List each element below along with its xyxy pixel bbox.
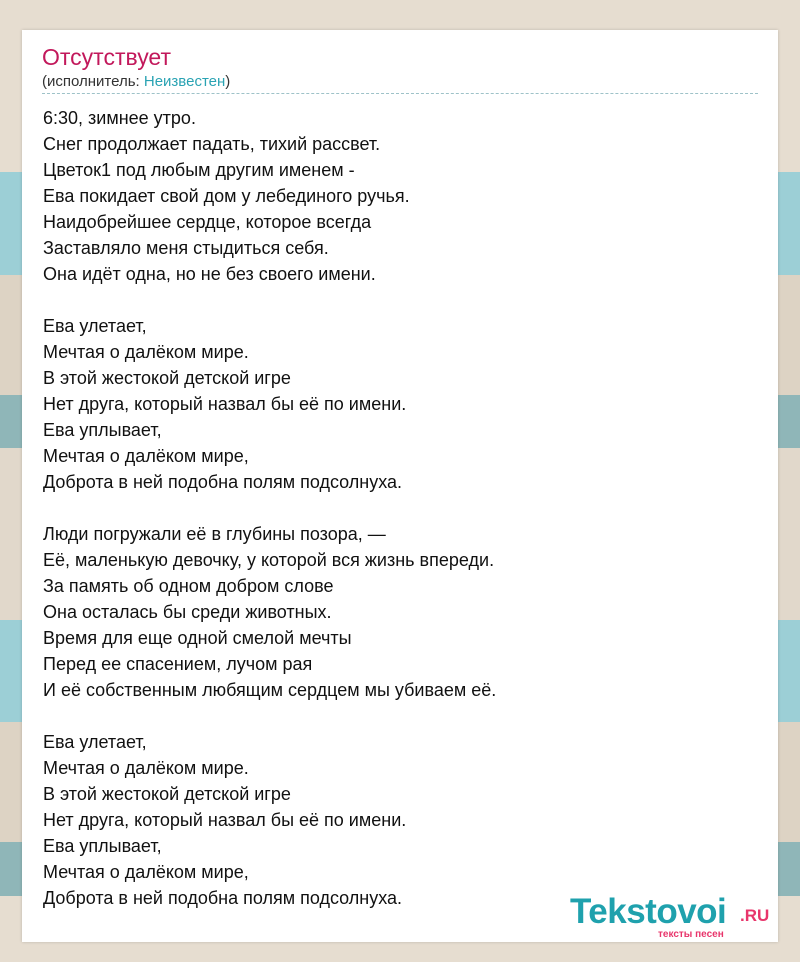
performer-suffix: ) — [225, 73, 231, 90]
lyrics-line: Доброта в ней подобна полям подсолнуха. — [43, 888, 403, 908]
site-logo[interactable] — [570, 892, 770, 938]
lyrics-line: Доброта в ней подобна полям подсолнуха. — [43, 472, 403, 492]
lyrics-line: Нет друга, который назвал бы её по имени. — [43, 394, 407, 414]
logo-name: Tekstovoi — [570, 892, 727, 931]
lyrics-line: Ева уплывает, — [43, 420, 162, 440]
title-divider — [42, 93, 758, 94]
lyrics-text — [43, 105, 763, 937]
lyrics-line: Нет друга, который назвал бы её по имени. — [43, 810, 407, 830]
lyrics-line: Её, маленькую девочку, у которой вся жизнь впереди. — [43, 550, 495, 570]
performer-link[interactable]: Неизвестен — [143, 73, 226, 90]
lyrics-line: Ева покидает свой дом у лебединого ручья. — [43, 186, 410, 206]
performer-line — [42, 72, 230, 92]
lyrics-line: Мечтая о далёком мире. — [43, 342, 249, 362]
lyrics-stanza — [43, 105, 763, 287]
logo-tagline: тексты песен — [658, 929, 724, 940]
lyrics-line: 6:30, зимнее утро. — [43, 108, 196, 128]
lyrics-line: Заставляло меня стыдиться себя. — [43, 238, 329, 258]
lyrics-line: Мечтая о далёком мире. — [43, 758, 249, 778]
lyrics-line: Она идёт одна, но не без своего имени. — [43, 264, 376, 284]
lyrics-line: Ева уплывает, — [43, 836, 162, 856]
lyrics-line: Ева улетает, — [43, 316, 147, 336]
lyrics-line: Мечтая о далёком мире, — [43, 862, 249, 882]
lyrics-line: И её собственным любящим сердцем мы убиваем её. — [43, 680, 497, 700]
lyrics-stanza — [43, 729, 763, 911]
performer-prefix: (исполнитель: — [42, 73, 144, 90]
lyrics-line: Снег продолжает падать, тихий рассвет. — [43, 134, 381, 154]
song-title: Отсутствует — [42, 44, 171, 70]
lyrics-stanza — [43, 521, 763, 703]
lyrics-line: Люди погружали её в глубины позора, — — [43, 524, 386, 544]
lyrics-line: Перед ее спасением, лучом рая — [43, 654, 313, 674]
lyrics-line: В этой жестокой детской игре — [43, 784, 291, 804]
lyrics-line: Ева улетает, — [43, 732, 147, 752]
lyrics-line: В этой жестокой детской игре — [43, 368, 291, 388]
lyrics-line: Время для еще одной смелой мечты — [43, 628, 352, 648]
lyrics-line: Наидобрейшее сердце, которое всегда — [43, 212, 372, 232]
lyrics-line: Мечтая о далёком мире, — [43, 446, 249, 466]
lyrics-line: Цветок1 под любым другим именем - — [43, 160, 355, 180]
lyrics-stanza — [43, 313, 763, 495]
lyrics-card — [22, 30, 778, 942]
lyrics-line: За память об одном добром слове — [43, 576, 334, 596]
lyrics-line: Она осталась бы среди животных. — [43, 602, 332, 622]
logo-tld: .RU — [740, 906, 770, 925]
